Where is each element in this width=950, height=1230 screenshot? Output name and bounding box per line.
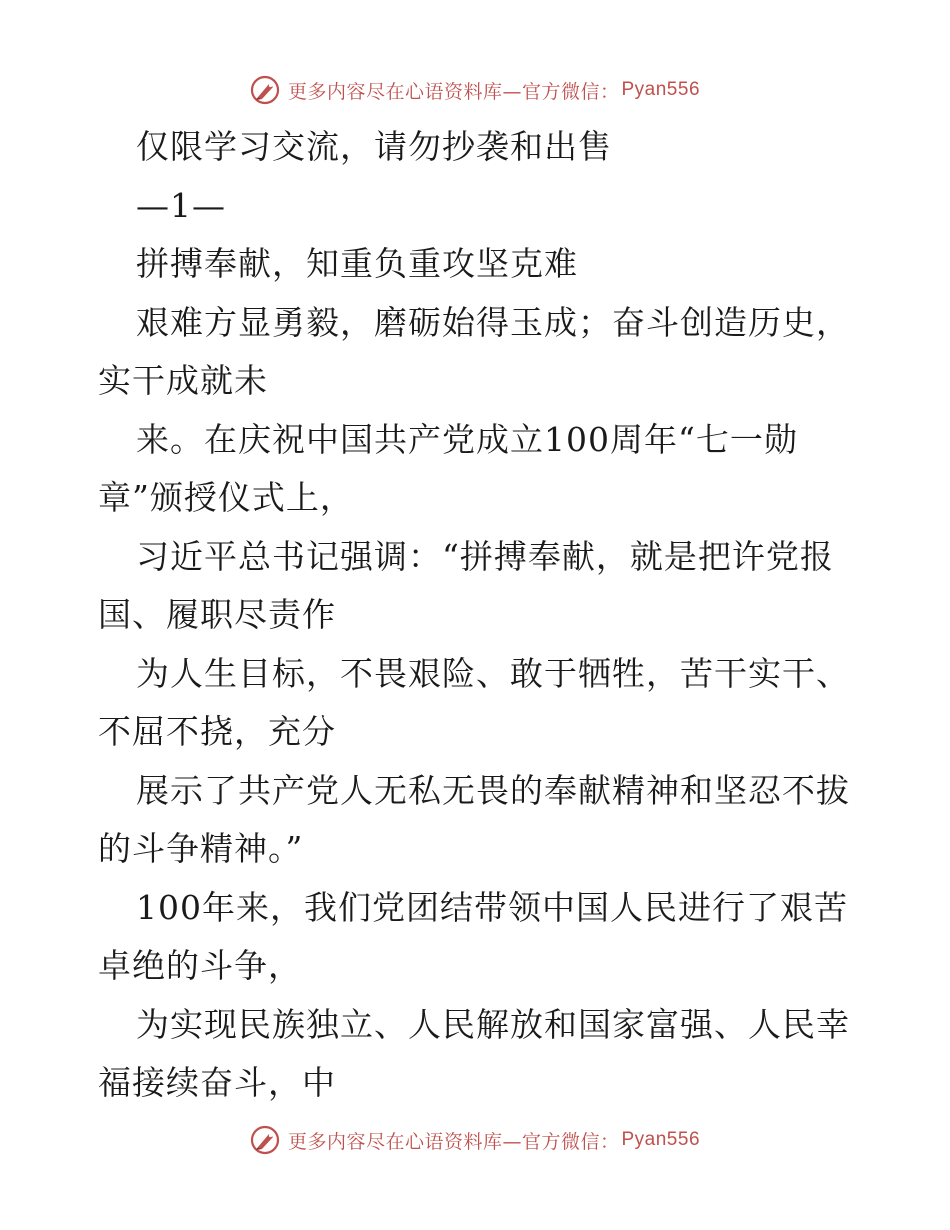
paragraph-line: 为人生目标，不畏艰险、敢于牺牲，苦干实干、 [136,653,850,693]
paragraph-line: 100年来，我们党团结带领中国人民进行了艰苦 [136,887,848,927]
footer-watermark-banner [0,1120,950,1160]
paragraph-line: 展示了共产党人无私无畏的奉献精神和坚忍不拔 [136,770,850,810]
paragraph-line: 的斗争精神。” [98,829,304,868]
paragraph-line: 章”颁授仪式上， [98,478,354,517]
paragraph-line: 习近平总书记强调：“拼搏奉献，就是把许党报 [136,536,834,576]
footer-banner-text: 更多内容尽在心语资料库—官方微信： [287,1130,620,1153]
paragraph-line: 实干成就未 [98,361,268,400]
header-banner-id: Pyan556 [621,79,701,100]
header-banner-text: 更多内容尽在心语资料库—官方微信： [287,80,620,103]
footer-banner-id: Pyan556 [621,1129,701,1150]
disclaimer-line: 仅限学习交流，请勿抄袭和出售 [136,127,612,166]
header-watermark-banner [0,70,950,110]
pen-nib-logo-icon [250,75,280,105]
paragraph-line: 为实现民族独立、人民解放和国家富强、人民幸 [136,1004,850,1044]
paragraph-line: 卓绝的斗争， [98,946,302,985]
pen-nib-logo-icon [250,1125,280,1155]
section-heading: 拼搏奉献，知重负重攻坚克难 [136,244,578,283]
section-number: —1— [136,185,226,225]
document-body [98,118,858,1113]
paragraph-line: 艰难方显勇毅，磨砺始得玉成；奋斗创造历史， [136,302,850,342]
paragraph-line: 来。在庆祝中国共产党成立100周年“七一勋 [136,419,798,459]
paragraph-line: 福接续奋斗，中 [98,1063,336,1102]
paragraph-line: 国、履职尽责作 [98,595,336,634]
paragraph-line: 不屈不挠，充分 [98,712,336,751]
